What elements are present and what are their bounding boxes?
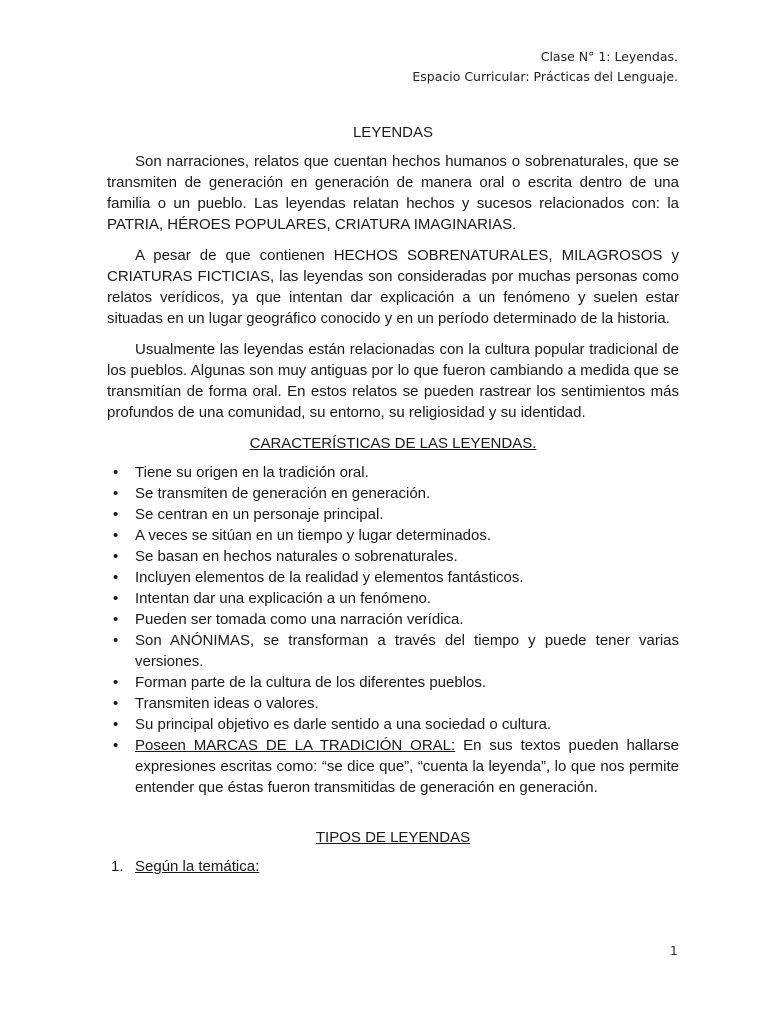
list-item: • Intentan dar una explicación a un fenómeno. bbox=[113, 590, 432, 607]
item-number: 1. bbox=[111, 858, 124, 875]
bullet-icon: • bbox=[113, 632, 119, 649]
bullet-icon: • bbox=[113, 737, 119, 754]
types-heading: TIPOS DE LEYENDAS bbox=[315, 829, 471, 846]
characteristics-heading: CARACTERÍSTICAS DE LAS LEYENDAS. bbox=[249, 435, 537, 452]
types-item-thematic bbox=[107, 856, 679, 877]
oral-marks-label: Poseen MARCAS DE LA TRADICIÓN ORAL: bbox=[135, 737, 456, 754]
bullet-icon: • bbox=[113, 590, 119, 607]
list-item: • Su principal objetivo es darle sentido a una sociedad o cultura. bbox=[113, 716, 552, 733]
list-item: • Tiene su origen en la tradición oral. bbox=[113, 464, 369, 481]
document-title: LEYENDAS bbox=[352, 124, 434, 141]
list-item-oral-marks bbox=[107, 735, 679, 798]
list-item: • Son ANÓNIMAS, se transforman a través del tiempo y puede tener varias versiones. bbox=[113, 632, 679, 670]
bullet-icon: • bbox=[113, 485, 119, 502]
bullet-icon: • bbox=[113, 464, 119, 481]
bullet-icon: • bbox=[113, 716, 119, 733]
header-subject-line: Espacio Curricular: Prácticas del Lenguaje. bbox=[412, 69, 678, 84]
bullet-icon: • bbox=[113, 674, 119, 691]
list-item: • Forman parte de la cultura de los diferentes pueblos. bbox=[113, 674, 487, 691]
types-item-label: Según la temática: bbox=[135, 858, 260, 875]
document-body bbox=[107, 122, 679, 877]
list-item: • Se basan en hechos naturales o sobrenaturales. bbox=[113, 548, 458, 565]
bullet-icon: • bbox=[113, 569, 119, 586]
characteristics-list bbox=[107, 462, 679, 798]
oral-marks-text: En sus textos pueden hallarse expresiones escritas como: “se dice que”, “cuenta la leyenda”, lo que nos permite entender que éstas fueron transmitidas de generación en generación. bbox=[135, 737, 679, 796]
paragraph-definition: Son narraciones, relatos que cuentan hechos humanos o sobrenaturales, que se transmiten de generación en generación de manera oral o escrita dentro de una familia o un pueblo. Las leyendas relatan hechos y sucesos relacionados con: la PATRIA, HÉROES POPULARES, CRIATURA IMAGINARIAS. bbox=[107, 153, 679, 233]
bullet-icon: • bbox=[113, 548, 119, 565]
list-item: • Pueden ser tomada como una narración verídica. bbox=[113, 611, 464, 628]
list-item: • A veces se sitúan en un tiempo y lugar determinados. bbox=[113, 527, 492, 544]
page-header bbox=[412, 47, 678, 87]
list-item: • Transmiten ideas o valores. bbox=[113, 695, 319, 712]
paragraph-culture: Usualmente las leyendas están relacionadas con la cultura popular tradicional de los pueblos. Algunas son muy antiguas por lo que fueron cambiando a medida que se transmitían de forma oral. En estos relatos se pueden rastrear los sentimientos más profundos de una comunidad, su entorno, su religiosidad y su identidad. bbox=[107, 341, 679, 421]
paragraph-beliefs: A pesar de que contienen HECHOS SOBRENATURALES, MILAGROSOS y CRIATURAS FICTICIAS, las leyendas son consideradas por muchas personas como relatos verídicos, ya que intentan dar explicación a un fenómeno y suelen estar situadas en un lugar geográfico conocido y en un período determinado de la historia. bbox=[107, 247, 679, 327]
bullet-icon: • bbox=[113, 527, 119, 544]
page-number: 1 bbox=[670, 944, 678, 958]
list-item: • Se transmiten de generación en generación. bbox=[113, 485, 431, 502]
bullet-icon: • bbox=[113, 611, 119, 628]
bullet-icon: • bbox=[113, 506, 119, 523]
header-class-line: Clase N° 1: Leyendas. bbox=[540, 49, 678, 64]
bullet-icon: • bbox=[113, 695, 119, 712]
list-item: • Se centran en un personaje principal. bbox=[113, 506, 384, 523]
list-item: • Incluyen elementos de la realidad y elementos fantásticos. bbox=[113, 569, 524, 586]
